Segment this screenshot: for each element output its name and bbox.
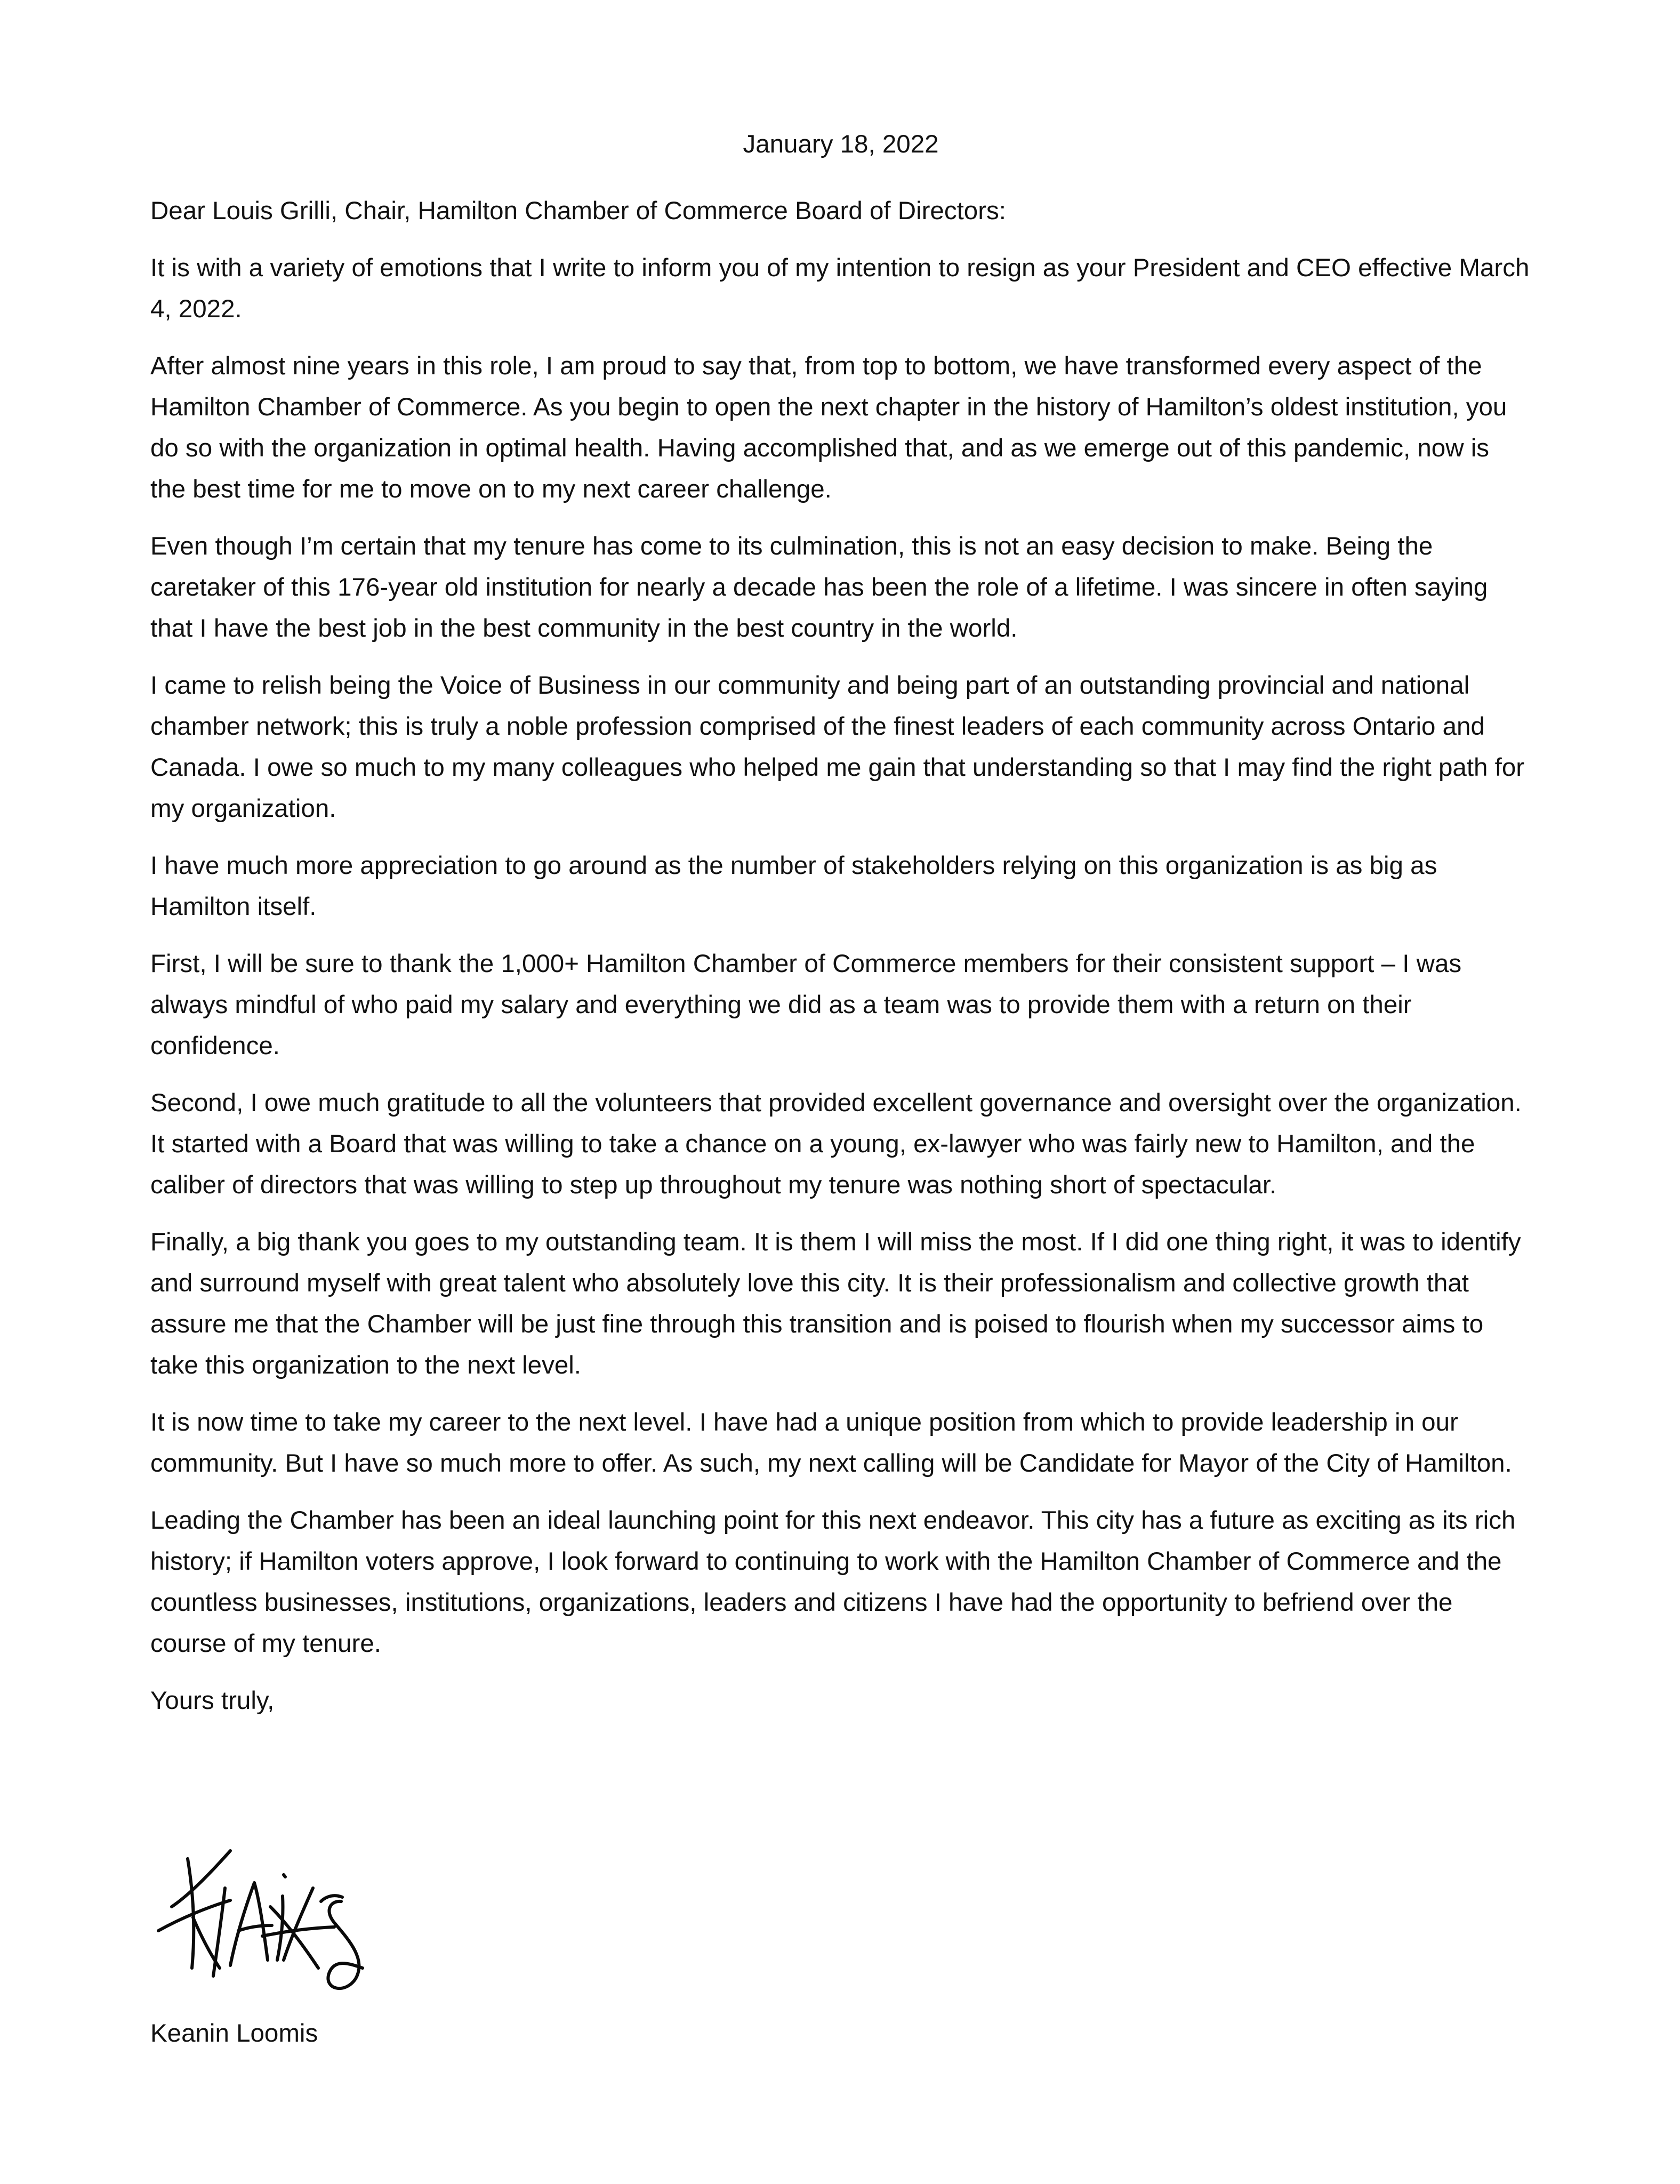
letter-date: January 18, 2022 [743,130,939,158]
paragraph: First, I will be sure to thank the 1,000+ Hamilton Chamber of Commerce members for their consistent support – I was always mindful of who paid my salary and everything we did as a team was to provide them with a return on their confidence. [150,950,1462,1060]
signer-name: Keanin Loomis [150,2019,318,2048]
paragraph: It is now time to take my career to the next level. I have had a unique position from which to provide leadership in our community. But I have so much more to offer. As such, my next calling will be Candidate for Mayor of the City of Hamilton. [150,1408,1512,1478]
paragraph: Second, I owe much gratitude to all the volunteers that provided excellent governance and oversight over the organization. It started with a Board that was willing to take a chance on a young, ex-lawyer who was fairly new to Hamilton, and the caliber of directors that was willing to step up throughout my tenure was nothing short of spectacular. [150,1089,1522,1199]
closing: Yours truly, [150,1687,275,1715]
paragraph: Even though I’m certain that my tenure has come to its culmination, this is not an easy decision to make. Being the caretaker of this 176-year old institution for nearly a decade has been the role of a lifetime. I was sincere in often saying that I have the best job in the best community in the best country in the world. [150,532,1488,643]
paragraph: I came to relish being the Voice of Business in our community and being part of an outstanding provincial and national chamber network; this is truly a noble profession comprised of the finest leaders of each community across Ontario and Canada. I owe so much to my many colleagues who helped me gain that understanding so that I may find the right path for my organization. [150,671,1525,823]
paragraph: After almost nine years in this role, I am proud to say that, from top to bottom, we have transformed every aspect of the Hamilton Chamber of Commerce. As you begin to open the next chapter in the history of Hamilton’s oldest institution, you do so with the organization in optimal health. Having accomplished that, and as we emerge out of this pandemic, now is the best time for me to move on to my next career challenge. [150,352,1507,503]
paragraph: Leading the Chamber has been an ideal launching point for this next endeavor. This city has a future as exciting as its rich history; if Hamilton voters approve, I look forward to continuing to work with the Hamilton Chamber of Commerce and the countless businesses, institutions, organizations, leaders and citizens I have had the opportunity to befriend over the course of my tenure. [150,1506,1516,1658]
handwritten-signature [150,1837,385,1997]
salutation: Dear Louis Grilli, Chair, Hamilton Chamber of Commerce Board of Directors: [150,197,1006,225]
letter-body [150,124,1531,1721]
paragraph: It is with a variety of emotions that I write to inform you of my intention to resign as your President and CEO effective March 4, 2022. [150,254,1530,323]
paragraph: Finally, a big thank you goes to my outstanding team. It is them I will miss the most. If I did one thing right, it was to identify and surround myself with great talent who absolutely love this city. It is their professionalism and collective growth that assure me that the Chamber will be just fine through this transition and is poised to flourish when my successor aims to take this organization to the next level. [150,1228,1521,1379]
paragraph: I have much more appreciation to go around as the number of stakeholders relying on this organization is as big as Hamilton itself. [150,852,1437,921]
